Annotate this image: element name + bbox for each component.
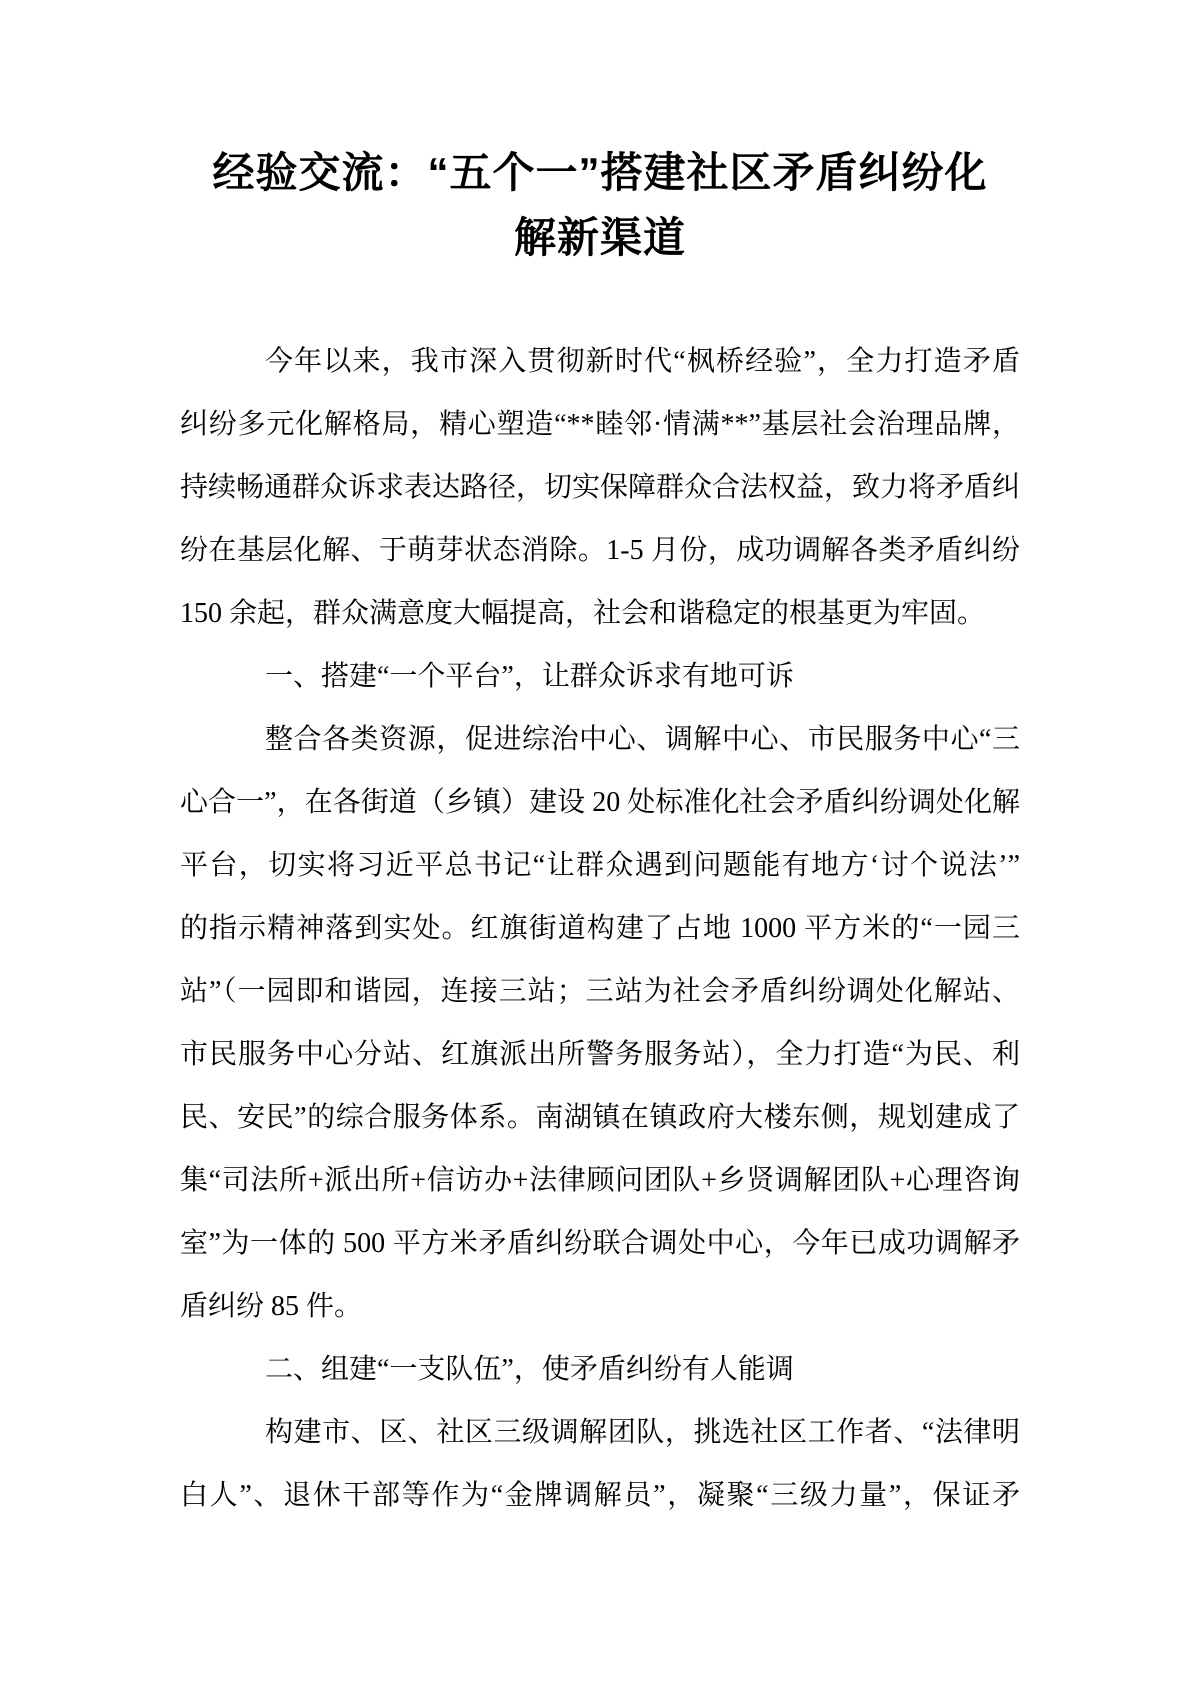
document-body bbox=[180, 330, 1020, 1527]
body-line: 室”为一体的 500 平方米矛盾纠纷联合调处中心，今年已成功调解矛 bbox=[180, 1228, 1020, 1259]
body-line: 白人”、退休干部等作为“金牌调解员”，凝聚“三级力量”，保证矛 bbox=[180, 1480, 1020, 1511]
title-line-1: 经验交流：“五个一”搭建社区矛盾纠纷化 bbox=[212, 149, 988, 196]
body-line: 的指示精神落到实处。红旗街道构建了占地 1000 平方米的“一园三 bbox=[180, 913, 1020, 944]
section-heading: 二、组建“一支队伍”，使矛盾纠纷有人能调 bbox=[265, 1354, 794, 1385]
body-line: 整合各类资源，促进综治中心、调解中心、市民服务中心“三 bbox=[265, 724, 1020, 755]
body-line: 纠纷多元化解格局，精心塑造“**睦邻·情满**”基层社会治理品牌， bbox=[180, 409, 1020, 440]
title-line-2: 解新渠道 bbox=[513, 214, 686, 261]
body-line: 150 余起，群众满意度大幅提高，社会和谐稳定的根基更为牢固。 bbox=[180, 598, 986, 629]
body-line: 民、安民”的综合服务体系。南湖镇在镇政府大楼东侧，规划建成了 bbox=[180, 1102, 1020, 1133]
body-line: 站”（一园即和谐园，连接三站；三站为社会矛盾纠纷调处化解站、 bbox=[180, 976, 1020, 1007]
document-title bbox=[180, 140, 1020, 270]
body-line: 盾纠纷 85 件。 bbox=[180, 1291, 363, 1322]
body-line: 心合一”，在各街道（乡镇）建设 20 处标准化社会矛盾纠纷调处化解 bbox=[180, 787, 1020, 818]
body-line: 构建市、区、社区三级调解团队，挑选社区工作者、“法律明 bbox=[265, 1417, 1020, 1448]
body-line: 持续畅通群众诉求表达路径，切实保障群众合法权益，致力将矛盾纠 bbox=[180, 472, 1021, 503]
body-line: 纷在基层化解、于萌芽状态消除。1-5 月份，成功调解各类矛盾纠纷 bbox=[180, 535, 1020, 566]
body-line: 今年以来，我市深入贯彻新时代“枫桥经验”，全力打造矛盾 bbox=[265, 346, 1020, 377]
body-line: 市民服务中心分站、红旗派出所警务服务站），全力打造“为民、利 bbox=[180, 1039, 1020, 1070]
body-line: 集“司法所+派出所+信访办+法律顾问团队+乡贤调解团队+心理咨询 bbox=[180, 1165, 1020, 1196]
section-heading: 一、搭建“一个平台”，让群众诉求有地可诉 bbox=[265, 661, 794, 692]
body-line: 平台，切实将习近平总书记“让群众遇到问题能有地方‘讨个说法’” bbox=[180, 850, 1020, 881]
